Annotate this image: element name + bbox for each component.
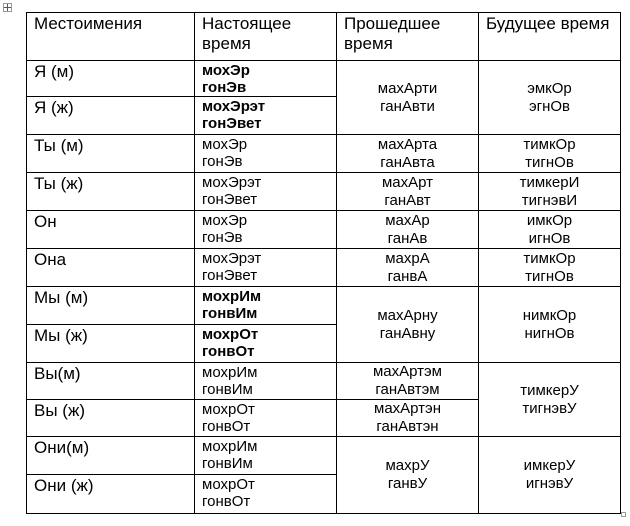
cell-line: ганвУ bbox=[387, 475, 428, 492]
cell-line: ганАвта bbox=[380, 153, 435, 171]
cell-line: тимкерУ bbox=[520, 381, 579, 399]
pronoun-cell: Вы (ж) bbox=[27, 400, 195, 437]
table-row bbox=[27, 363, 621, 400]
cell-line: имкерУ bbox=[523, 457, 576, 474]
past-tense-cell bbox=[337, 61, 479, 135]
cell-line: гонЭв bbox=[202, 229, 243, 246]
future-tense-cell bbox=[479, 61, 621, 135]
cell-line: ганвА bbox=[387, 267, 428, 285]
future-tense-cell bbox=[479, 211, 621, 249]
pronoun-cell: Они(м) bbox=[27, 437, 195, 475]
table-row bbox=[27, 437, 621, 475]
present-tense-cell bbox=[195, 211, 337, 249]
cell-line: махрА bbox=[385, 249, 430, 267]
pronoun-cell: Они (ж) bbox=[27, 475, 195, 514]
cell-line: мохрОт bbox=[202, 401, 255, 418]
present-tense-cell bbox=[195, 325, 337, 363]
cell-line: гонвОт bbox=[202, 493, 251, 510]
cell-line: ганАвну bbox=[379, 324, 436, 342]
past-tense-cell bbox=[337, 173, 479, 211]
cell-line: мохрИм bbox=[202, 364, 258, 381]
past-tense-cell bbox=[337, 211, 479, 249]
cell-line: тигнэвУ bbox=[522, 399, 577, 417]
cell-line: гонЭв bbox=[202, 153, 243, 170]
pronoun-cell: Он bbox=[27, 211, 195, 249]
past-tense-cell bbox=[337, 287, 479, 363]
present-tense-cell bbox=[195, 173, 337, 211]
cell-line: мохЭрэт bbox=[202, 250, 262, 267]
cell-line: ганАв bbox=[387, 229, 428, 247]
cell-line: гонвИм bbox=[202, 381, 253, 398]
table-resize-handle-icon[interactable] bbox=[621, 512, 626, 517]
cell-line: мохЭрэт bbox=[202, 98, 266, 115]
cell-line: гонЭвет bbox=[202, 267, 258, 284]
cell-line: тигнэвИ bbox=[521, 191, 578, 209]
cell-line: мохрОт bbox=[202, 326, 259, 343]
pronoun-cell: Мы (ж) bbox=[27, 325, 195, 363]
cell-line: махАр bbox=[385, 211, 430, 229]
cell-line: гонвИм bbox=[202, 455, 253, 472]
cell-line: мохЭр bbox=[202, 212, 248, 229]
table-move-handle-icon[interactable] bbox=[3, 3, 12, 12]
past-tense-cell bbox=[337, 400, 479, 437]
header-row bbox=[27, 13, 621, 61]
pronoun-cell: Я (ж) bbox=[27, 97, 195, 135]
cell-line: махАртэм bbox=[372, 363, 442, 380]
cell-line: мохрИм bbox=[202, 288, 262, 305]
present-tense-cell bbox=[195, 363, 337, 400]
future-tense-cell bbox=[479, 135, 621, 173]
column-header: Местоимения bbox=[27, 13, 195, 61]
cell-line: мохЭрэт bbox=[202, 174, 262, 191]
pronoun-cell: Она bbox=[27, 249, 195, 287]
cell-line: махАрт bbox=[381, 173, 434, 191]
cell-line: игнОв bbox=[528, 229, 571, 247]
column-header: Настоящее время bbox=[195, 13, 337, 61]
past-tense-cell bbox=[337, 363, 479, 400]
cell-line: гонЭв bbox=[202, 79, 247, 96]
cell-line: гонвОт bbox=[202, 343, 255, 360]
cell-line: махАртэн bbox=[374, 400, 441, 417]
pronoun-cell: Ты (ж) bbox=[27, 173, 195, 211]
future-tense-cell bbox=[479, 249, 621, 287]
table-row bbox=[27, 61, 621, 97]
cell-line: гонЭвет bbox=[202, 115, 262, 132]
cell-line: махАрну bbox=[377, 306, 438, 324]
cell-line: эмкОр bbox=[527, 79, 572, 97]
cell-line: мохрИм bbox=[202, 438, 258, 455]
column-header: Прошедшее время bbox=[337, 13, 479, 61]
past-tense-cell bbox=[337, 135, 479, 173]
future-tense-cell bbox=[479, 287, 621, 363]
cell-line: тимкОр bbox=[523, 249, 576, 267]
present-tense-cell bbox=[195, 437, 337, 475]
pronoun-cell: Вы(м) bbox=[27, 363, 195, 400]
present-tense-cell bbox=[195, 97, 337, 135]
cell-line: гонвИм bbox=[202, 305, 258, 322]
present-tense-cell bbox=[195, 135, 337, 173]
cell-line: тигнОв bbox=[525, 267, 574, 285]
table-row bbox=[27, 135, 621, 173]
present-tense-cell bbox=[195, 287, 337, 325]
past-tense-cell bbox=[337, 437, 479, 514]
cell-line: махАрта bbox=[377, 135, 438, 153]
column-header: Будущее время bbox=[479, 13, 621, 61]
cell-line: мохЭр bbox=[202, 136, 248, 153]
cell-line: нимкОр bbox=[522, 306, 577, 324]
present-tense-cell bbox=[195, 61, 337, 97]
table-row bbox=[27, 249, 621, 287]
cell-line: махАрти bbox=[377, 79, 438, 97]
present-tense-cell bbox=[195, 475, 337, 514]
cell-line: тимкерИ bbox=[519, 173, 580, 191]
cell-line: игнэвУ bbox=[525, 475, 574, 492]
pronoun-cell: Ты (м) bbox=[27, 135, 195, 173]
cell-line: гонЭвет bbox=[202, 191, 258, 208]
cell-line: гонвОт bbox=[202, 418, 251, 435]
cell-line: махрУ bbox=[385, 457, 430, 474]
cell-line: имкОр bbox=[526, 211, 573, 229]
table-row bbox=[27, 287, 621, 325]
future-tense-cell bbox=[479, 363, 621, 437]
table-row bbox=[27, 173, 621, 211]
present-tense-cell bbox=[195, 249, 337, 287]
future-tense-cell bbox=[479, 173, 621, 211]
cell-line: эгнОв bbox=[528, 97, 571, 115]
future-tense-cell bbox=[479, 437, 621, 514]
table-row bbox=[27, 211, 621, 249]
cell-line: мохрОт bbox=[202, 476, 255, 493]
pronoun-cell: Мы (м) bbox=[27, 287, 195, 325]
present-tense-cell bbox=[195, 400, 337, 437]
past-tense-cell bbox=[337, 249, 479, 287]
cell-line: ганАвт bbox=[384, 191, 431, 209]
pronoun-verb-table bbox=[26, 12, 621, 514]
cell-line: тигнОв bbox=[525, 153, 574, 171]
cell-line: тимкОр bbox=[523, 135, 576, 153]
cell-line: ганАвтэм bbox=[375, 381, 440, 398]
cell-line: нигнОв bbox=[524, 324, 575, 342]
cell-line: ганАвти bbox=[380, 97, 435, 115]
cell-line: ганАвтэн bbox=[376, 418, 439, 435]
cell-line: мохЭр bbox=[202, 62, 250, 79]
pronoun-cell: Я (м) bbox=[27, 61, 195, 97]
